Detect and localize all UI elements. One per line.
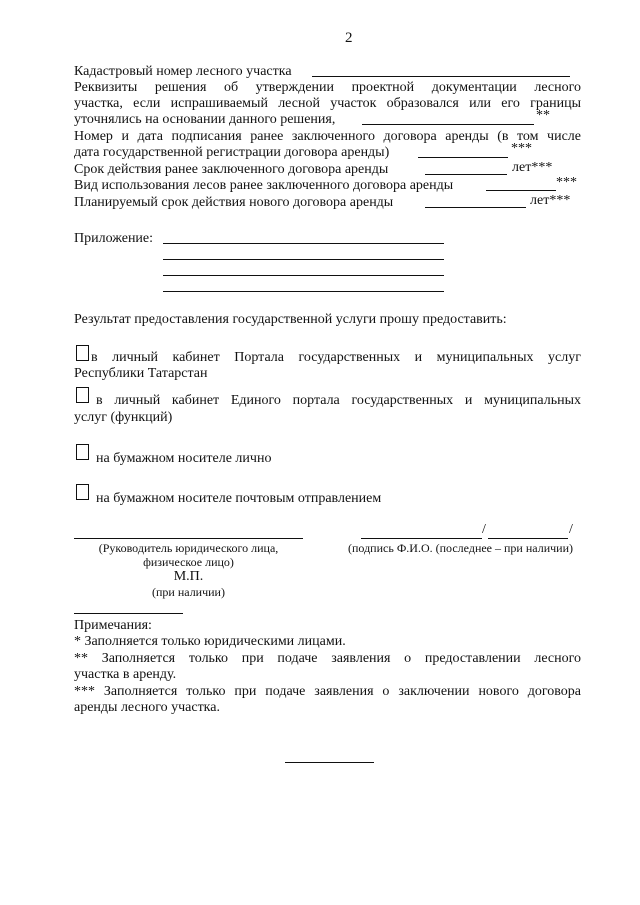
attachment-line-4[interactable] bbox=[163, 291, 444, 292]
unified-portal-line-1: в личный кабинет Единого портала государственных и муниципальных bbox=[96, 393, 581, 408]
full-name-field[interactable] bbox=[488, 538, 568, 539]
signatory-caption-2: физическое лицо) bbox=[143, 555, 234, 569]
prev-contract-mark: *** bbox=[511, 141, 532, 156]
cadastral-label: Кадастровый номер лесного участка bbox=[74, 64, 292, 79]
prev-term-label: Срок действия ранее заключенного договора аренды bbox=[74, 162, 389, 177]
note-3-line-1: *** Заполняется только при подаче заявления о заключении нового договора bbox=[74, 684, 581, 699]
end-separator bbox=[285, 762, 374, 763]
note-2-line-1: ** Заполняется только при подаче заявления о предоставлении лесного bbox=[74, 651, 581, 666]
note-2-line-2: участка в аренду. bbox=[74, 667, 177, 682]
paper-personal-label: на бумажном носителе лично bbox=[96, 451, 272, 466]
decision-line-3: уточнялись на основании данного решения, bbox=[74, 112, 336, 127]
decision-line-2: участка, если испрашиваемый лесной участок образовался или его границы bbox=[74, 96, 581, 111]
forest-use-label: Вид использования лесов ранее заключенного договора аренды bbox=[74, 178, 454, 193]
unified-portal-checkbox[interactable] bbox=[76, 387, 89, 403]
cadastral-field[interactable] bbox=[312, 76, 570, 77]
signature-slash-2: / bbox=[569, 522, 573, 537]
prev-contract-line-2: дата государственной регистрации договора аренды) bbox=[74, 145, 390, 160]
signatory-caption-1: (Руководитель юридического лица, bbox=[98, 541, 279, 555]
rt-portal-checkbox[interactable] bbox=[76, 345, 89, 361]
notes-separator bbox=[74, 613, 183, 614]
attachment-label: Приложение: bbox=[74, 231, 154, 246]
page-number: 2 bbox=[345, 30, 353, 46]
stamp-note: (при наличии) bbox=[152, 585, 225, 599]
decision-line-1: Реквизиты решения об утверждении проектной документации лесного bbox=[74, 80, 581, 95]
signatory-line[interactable] bbox=[74, 538, 303, 539]
paper-personal-checkbox[interactable] bbox=[76, 444, 89, 460]
signature-caption: (подпись Ф.И.О. (последнее – при наличии) bbox=[348, 541, 573, 555]
paper-mail-checkbox[interactable] bbox=[76, 484, 89, 500]
signature-field[interactable] bbox=[361, 538, 482, 539]
decision-mark: ** bbox=[536, 108, 550, 123]
prev-term-field[interactable] bbox=[425, 174, 507, 175]
attachment-line-2[interactable] bbox=[163, 259, 444, 260]
planned-term-field[interactable] bbox=[425, 207, 526, 208]
prev-contract-field[interactable] bbox=[418, 157, 508, 158]
prev-term-suffix: лет*** bbox=[512, 160, 553, 175]
result-prompt: Результат предоставления государственной услуги прошу предоставить: bbox=[74, 312, 507, 327]
decision-field[interactable] bbox=[362, 124, 534, 125]
attachment-line-3[interactable] bbox=[163, 275, 444, 276]
notes-title: Примечания: bbox=[74, 618, 152, 633]
signature-slash-1: / bbox=[482, 522, 486, 537]
prev-contract-line-1: Номер и дата подписания ранее заключенного договора аренды (в том числе bbox=[74, 129, 581, 144]
note-1: * Заполняется только юридическими лицами. bbox=[74, 634, 346, 649]
planned-term-label: Планируемый срок действия нового договора аренды bbox=[74, 195, 394, 210]
forest-use-field[interactable] bbox=[486, 190, 556, 191]
paper-mail-label: на бумажном носителе почтовым отправлением bbox=[96, 491, 382, 506]
unified-portal-line-2: услуг (функций) bbox=[74, 410, 173, 425]
rt-portal-line-2: Республики Татарстан bbox=[74, 366, 208, 381]
planned-term-suffix: лет*** bbox=[530, 193, 571, 208]
attachment-line-1[interactable] bbox=[163, 243, 444, 244]
stamp-label: М.П. bbox=[173, 569, 204, 584]
note-3-line-2: аренды лесного участка. bbox=[74, 700, 220, 715]
forest-use-mark: *** bbox=[556, 175, 577, 190]
rt-portal-line-1: в личный кабинет Портала государственных и муниципальных услуг bbox=[91, 350, 581, 365]
